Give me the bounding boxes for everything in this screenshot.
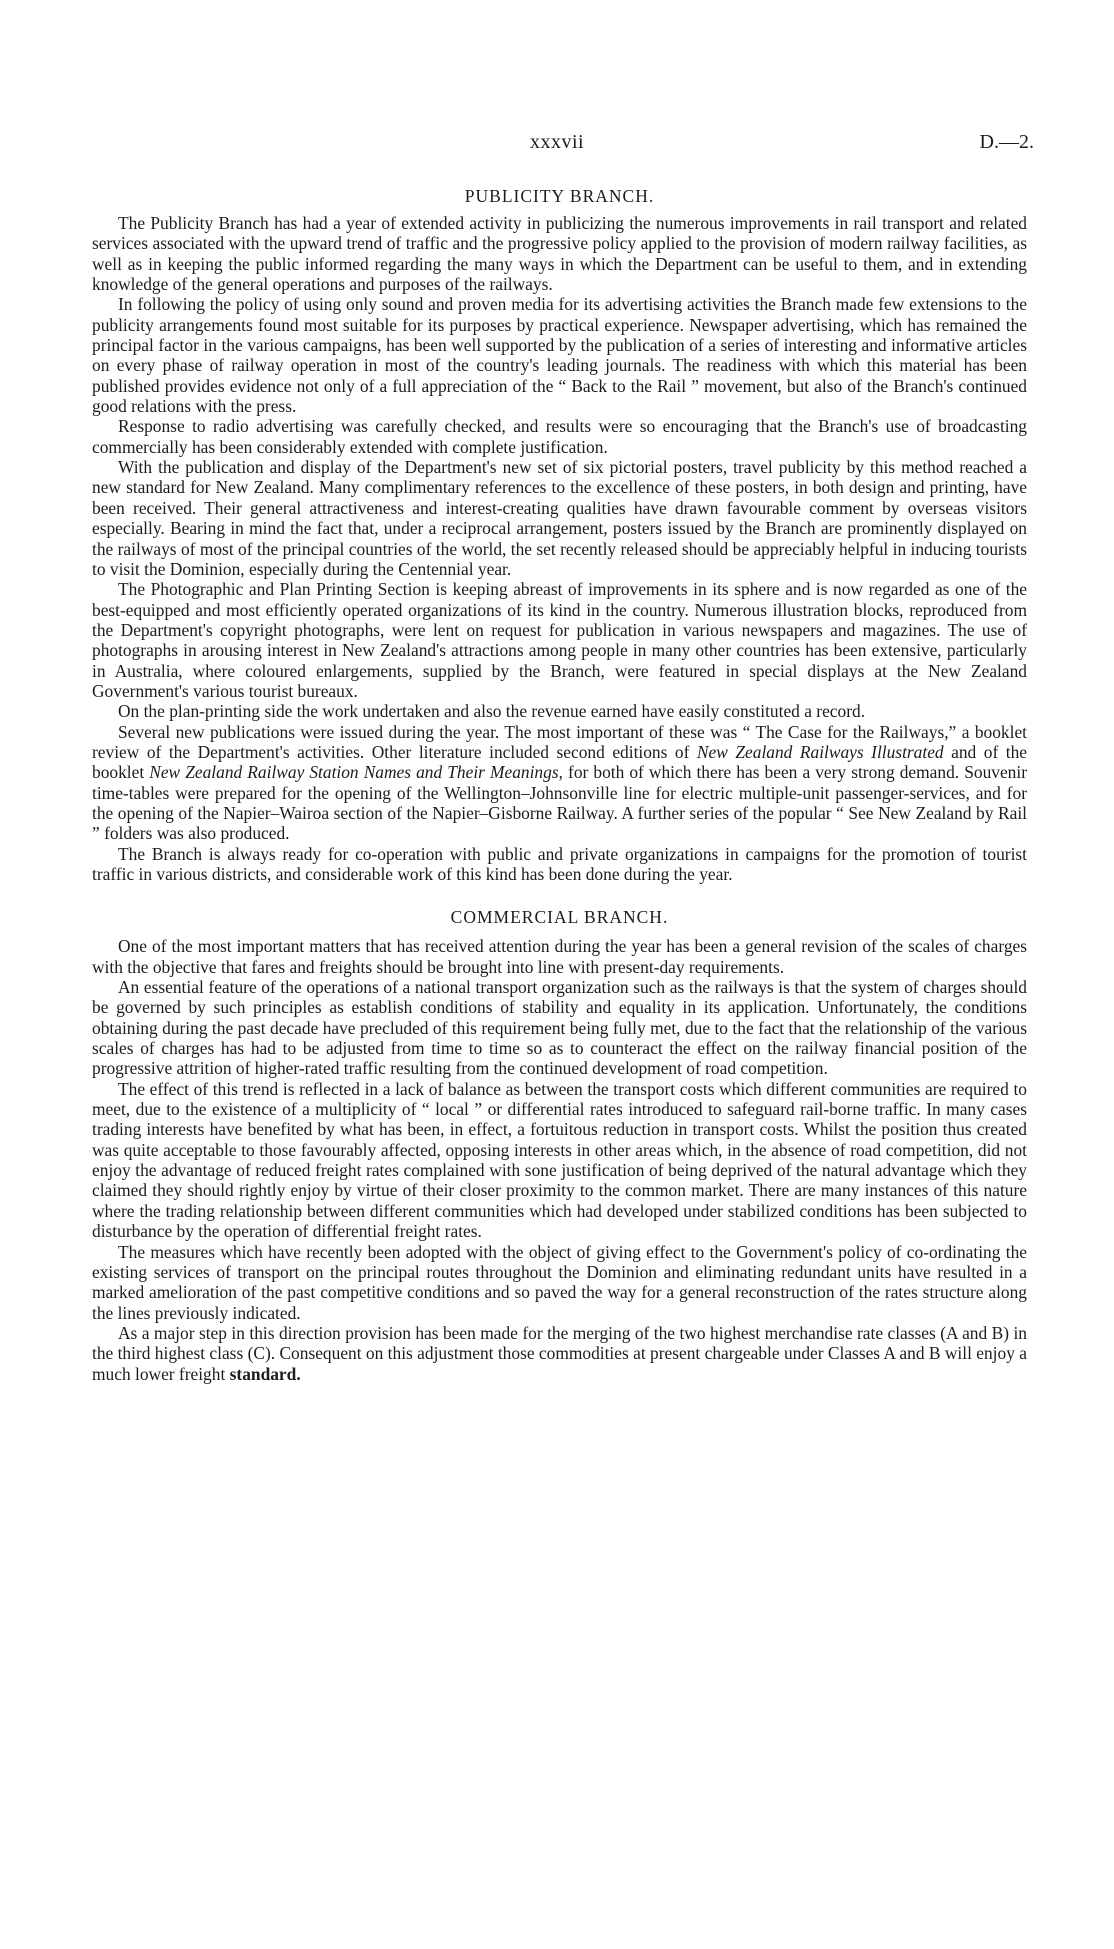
paragraph: The measures which have recently been adopted with the object of giving effect to the Government's policy of co-ordinating the existing services of transport on the principal routes throughout the Dominion and eliminating redundant units have resulted in a marked amelioration of the past competitive conditions and so paved the way for a general reconstruction of the rates structure along the lines previously indicated. xyxy=(92,1241,1027,1323)
paragraph: Response to radio advertising was carefully checked, and results were so encouraging that the Branch's use of broadcasting commercially has been considerably extended with complete justification. xyxy=(92,416,1027,457)
publication-title: New Zealand Railway Station Names and Their Meanings xyxy=(149,762,559,783)
paragraph: The Photographic and Plan Printing Section is keeping abreast of improvements in its sphere and is now regarded as one of the best-equipped and most efficiently operated organizations of its kind in the country. Numerous illustration blocks, reproduced from the Department's copyright photographs, were lent on request for publication in various newspapers and magazines. The use of photographs in arousing interest in New Zealand's attractions among people in many other countries has been extensive, particularly in Australia, where coloured enlargements, supplied by the Branch, were featured in special displays at the New Zealand Government's various tourist bureaux. xyxy=(92,579,1027,701)
document-reference: D.—2. xyxy=(979,131,1034,153)
publication-title: New Zealand Railways Illustrated xyxy=(696,741,944,762)
paragraph: The Branch is always ready for co-operation with public and private organizations in campaigns for the promotion of tourist traffic in various districts, and considerable work of this kind has been done during the year. xyxy=(92,843,1027,884)
page-header xyxy=(0,131,1114,161)
paragraph: The effect of this trend is reflected in a lack of balance as between the transport costs which different communities are required to meet, due to the existence of a multiplicity of “ local ” or differential rates introduced to safeguard rail-borne traffic. In many cases trading interests have benefited by what has been, in effect, a fortuitous reduction in transport costs. Whilst the position thus created was quite acceptable to those favourably affected, opposing interests in other areas which, in the absence of road competition, did not enjoy the advantage of reduced freight rates complained with sone justification of being deprived of the natural advantage which they claimed they should rightly enjoy by virtue of their closer proximity to the common market. There are many instances of this nature where the trading relationship between different communities which had developed under stabilized conditions has been subjected to disturbance by the operation of differential freight rates. xyxy=(92,1078,1027,1242)
paragraph: The Publicity Branch has had a year of extended activity in publicizing the numerous improvements in rail transport and related services associated with the upward trend of traffic and the progressive policy applied to the provision of modern railway facilities, as well as in keeping the public informed regarding the many ways in which the Department can be useful to them, and in extending knowledge of the general operations and purposes of the railways. xyxy=(92,213,1027,295)
paragraph: On the plan-printing side the work undertaken and also the revenue earned have easily constituted a record. xyxy=(118,701,866,722)
section-heading-commercial: COMMERCIAL BRANCH. xyxy=(450,907,669,928)
page-number: xxxvii xyxy=(530,131,585,153)
section-heading-publicity: PUBLICITY BRANCH. xyxy=(464,186,655,206)
page-body xyxy=(92,185,1027,1384)
paragraph: One of the most important matters that has received attention during the year has been a general revision of the scales of charges with the objective that fares and freights should be brought into line with present-day requirements. xyxy=(92,936,1027,977)
paragraph: With the publication and display of the Department's new set of six pictorial posters, travel publicity by this method reached a new standard for New Zealand. Many complimentary references to the excellence of these posters, in both design and printing, have been received. Their general attractiveness and interest-creating qualities have drawn favourable comment by overseas visitors especially. Bearing in mind the fact that, under a reciprocal arrangement, posters issued by the Branch are prominently displayed on the railways of most of the principal countries of the world, the set recently released should be appreciably helpful in inducing tourists to visit the Dominion, especially during the Centennial year. xyxy=(92,457,1027,579)
emphasized-word: standard. xyxy=(229,1363,301,1384)
paragraph: Several new publications were issued during the year. The most important of these was “ The Case for the Railways,” a booklet review of the Department's activities. Other literature included second editions of New Zealand Railways Illustrated and of the booklet New Zealand Railway Station Names and Their Meanings, for both of which there has been a very strong demand. Souvenir time-tables were prepared for the opening of the Wellington–Johnsonville line for electric multiple-unit passenger-services, and for the opening of the Napier–Wairoa section of the Napier–Gisborne Railway. A further series of the popular “ See New Zealand by Rail ” folders was also produced. xyxy=(92,721,1028,844)
paragraph: In following the policy of using only sound and proven media for its advertising activities the Branch made few extensions to the publicity arrangements found most suitable for its purposes by practical experience. Newspaper advertising, which has remained the principal factor in the various campaigns, has been well supported by the publication of a series of interesting and informative articles on every phase of railway operation in most of the country's leading journals. The readiness with which this material has been published provides evidence not only of a full appreciation of the “ Back to the Rail ” movement, but also of the Branch's continued good relations with the press. xyxy=(92,294,1027,417)
paragraph: As a major step in this direction provision has been made for the merging of the two highest merchandise rate classes (A and B) in the third highest class (C). Consequent on this adjustment those commodities at present chargeable under Classes A and B will enjoy a much lower freight standard. xyxy=(92,1322,1027,1384)
paragraph: An essential feature of the operations of a national transport organization such as the railways is that the system of charges should be governed by such principles as establish conditions of stability and equality in its application. Unfortunately, the conditions obtaining during the past decade have precluded of this requirement being fully met, due to the fact that the relationship of the various scales of charges has had to be adjusted from time to time so as to counteract the effect on the railway financial position of the progressive attrition of higher-rated traffic resulting from the continued development of road competition. xyxy=(92,977,1027,1079)
